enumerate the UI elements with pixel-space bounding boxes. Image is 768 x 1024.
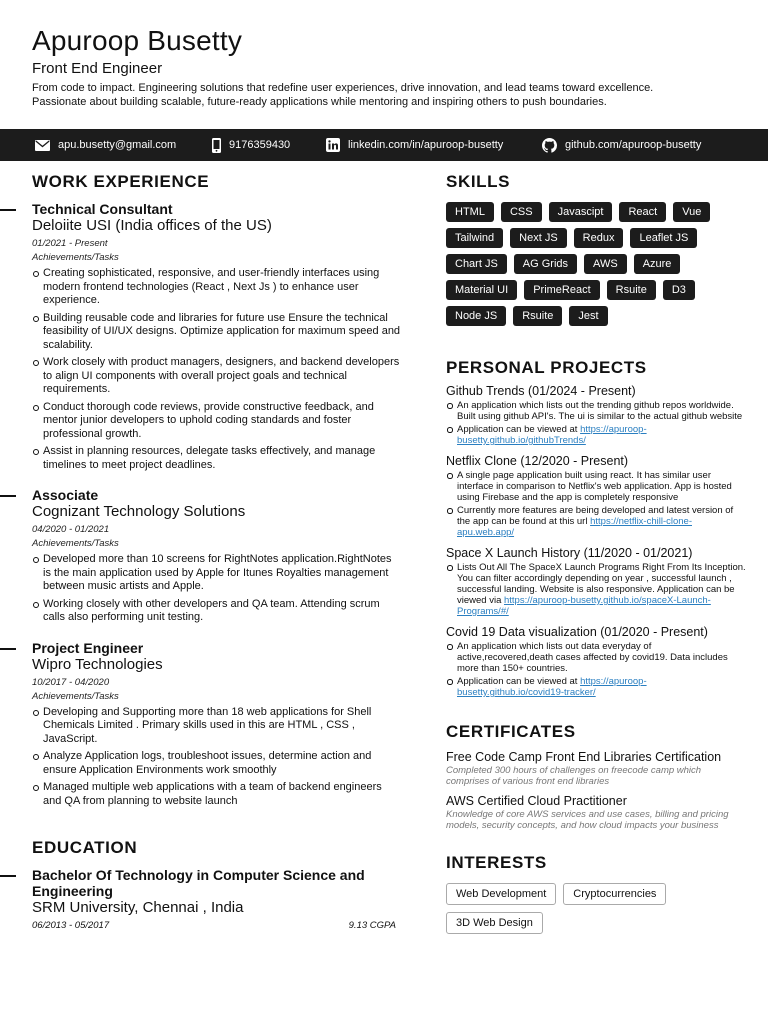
list-item [446,505,746,538]
skill-tag: Chart JS [446,254,507,274]
education-meta [32,920,396,931]
skill-tag: Rsuite [607,280,656,300]
school: SRM University, Chennai , India [32,899,244,916]
project-link[interactable]: https://netflix-chill-clone-apu.web.app/ [457,516,692,538]
project-link[interactable]: https://apuroop-busetty.github.io/covid19-tracker/ [457,676,647,698]
contact-linkedin[interactable] [326,129,503,161]
project-bullets [446,641,746,698]
github-icon [542,138,557,153]
certificate-description: Knowledge of core AWS services and use cases, billing and pricing models, security concepts, and how cloud impacts your business [446,809,729,831]
project-entry [446,384,746,446]
list-item: Conduct thorough code reviews, provide constructive feedback, and mentor junior developers to uphold coding standards and foster professional growth. [32,401,402,442]
job-company: Wipro Technologies [32,655,163,673]
job-dates: 01/2021 - Present [32,238,108,249]
list-item: Working closely with other developers and QA team. Attending scrum calls also performing unit testing. [32,598,402,625]
interests-heading: INTERESTS [446,853,547,872]
certificate-title: AWS Certified Cloud Practitioner [446,794,627,808]
list-item: Creating sophisticated, responsive, and user-friendly interfaces using modern frontend technologies (React , Next Js ) to enhance user experience. [32,267,402,308]
interest-tag: Web Development [446,883,556,905]
list-item: Developed more than 10 screens for RightNotes application.RightNotes is the main application used by Apple for Itunes Royalties management between music artists and Apple. [32,553,402,594]
job-subheading: Achievements/Tasks [32,538,119,549]
linkedin-icon [326,138,340,152]
list-item: Managed multiple web applications with a team of backend engineers and QA from planning to website launch [32,781,402,808]
education-marker [0,875,16,877]
skill-tag: Javascipt [549,202,613,222]
job-marker [0,209,16,211]
skill-tag: Next JS [510,228,567,248]
skills-list [446,202,746,326]
skill-tag: Leaflet JS [630,228,697,248]
list-item: An application which lists out data everyday of active,recovered,death cases affected by covid19. Data includes more than 150+ countries. [446,641,746,674]
mobile-phone-icon [212,138,221,153]
github-text[interactable]: github.com/apuroop-busetty [565,139,702,151]
job-entry [32,201,402,472]
job-marker [0,648,16,650]
list-item: Developing and Supporting more than 18 web applications for Shell Chemicals Limited . Primary skills used in this are HTML , CSS , JavaScript. [32,706,402,747]
job-company: Cognizant Technology Solutions [32,503,246,520]
list-item [446,424,746,446]
personal-projects-heading: PERSONAL PROJECTS [446,358,647,377]
project-link[interactable]: https://apuroop-busetty.github.io/githubTrends/ [457,424,647,446]
list-item: A single page application built using react. It has similar user interface in comparison to Netflix's web application. App is hosted using Firebase and the app is completely responsive [446,470,746,503]
job-entry [32,487,402,625]
job-marker [0,495,16,497]
left-column [32,172,402,931]
skills-heading: SKILLS [446,172,511,191]
interests-list [446,883,746,934]
skill-tag: CSS [501,202,542,222]
project-title: Space X Launch History (11/2020 - 01/2021) [446,546,693,560]
job-dates: 10/2017 - 04/2020 [32,676,110,688]
education-dates: 06/2013 - 05/2017 [32,920,110,931]
skill-tag: Jest [569,306,607,326]
skill-tag: Tailwind [446,228,503,248]
list-item: Work closely with product managers, designers, and backend developers to align UI components with overall project goals and technical requirements. [32,356,402,397]
skill-tag: Redux [574,228,624,248]
skill-tag: Node JS [446,306,506,326]
job-title: Project Engineer [32,639,144,656]
skill-tag: Rsuite [513,306,562,326]
job-title: Technical Consultant [32,201,173,217]
degree: Bachelor Of Technology in Computer Science and Engineering [32,867,365,899]
contact-email[interactable] [35,129,176,161]
job-title: Associate [32,487,99,503]
skill-tag: React [619,202,666,222]
project-link-prefix: Application can be viewed at [457,424,581,435]
skill-tag: PrimeReact [524,280,599,300]
summary-line: Passionate about building scalable, future-ready applications while mentoring and inspiring others to push boundaries. [32,96,607,108]
skill-tag: AG Grids [514,254,577,274]
project-bullets [446,400,746,446]
skill-tag: HTML [446,202,494,222]
candidate-role: Front End Engineer [32,60,163,77]
list-item [446,676,746,698]
skill-tag: D3 [663,280,695,300]
project-entry [446,546,746,617]
job-bullets [32,706,402,809]
project-bullets [446,470,746,538]
list-item: Building reusable code and libraries for future use Ensure the technical feasibility of UI/UX designs. Optimize application for maximum speed and scalability. [32,312,402,353]
list-item: An application which lists out the trending github repos worldwide. Built using github API's. The ui is similar to the actual github website [446,400,746,422]
list-item: Analyze Application logs, troubleshoot issues, determine action and ensure Application Environments work smoothly [32,750,402,777]
skill-tag: Vue [673,202,710,222]
certificate-description: Completed 300 hours of challenges on freecode camp which comprises of various front end libraries [446,765,702,787]
list-item: Assist in planning resources, delegate tasks effectively, and manage timelines to meet project deadlines. [32,445,402,472]
project-link-prefix: Currently more features are being developed and latest version of the app can be found at this url [457,505,734,527]
interest-tag: Cryptocurrencies [563,883,666,905]
envelope-icon [35,140,50,151]
skill-tag: Azure [634,254,681,274]
certificate-title: Free Code Camp Front End Libraries Certification [446,750,722,764]
resume-header [32,26,732,109]
job-bullets [32,553,402,625]
phone-text[interactable]: 9176359430 [229,139,291,151]
work-experience-heading: WORK EXPERIENCE [32,172,210,191]
skill-tag: AWS [584,254,627,274]
job-bullets [32,267,402,472]
certificates-heading: CERTIFICATES [446,722,576,741]
education-entry [32,867,402,931]
education-cgpa: 9.13 CGPA [348,920,396,931]
education-heading: EDUCATION [32,838,138,857]
certificate-entry [446,794,746,831]
job-subheading: Achievements/Tasks [32,252,119,263]
linkedin-text[interactable]: linkedin.com/in/apuroop-busetty [348,139,504,151]
list-item [446,562,746,617]
summary [32,81,732,109]
skill-tag: Material UI [446,280,517,300]
right-column [446,172,746,934]
project-title: Netflix Clone (12/2020 - Present) [446,454,629,468]
project-entry [446,625,746,698]
project-entry [446,454,746,538]
project-description: Lists Out All The SpaceX Launch Programs Right From Its Inception. You can filter accordingly depending on year , successful launch , successful landing. Website is also responsive. Application can be viewed via [457,562,746,606]
project-title: Covid 19 Data visualization (01/2020 - Present) [446,625,708,639]
contact-bar [0,129,768,161]
project-bullets [446,562,746,617]
certificate-entry [446,750,746,787]
job-entry [32,640,402,809]
interest-tag: 3D Web Design [446,912,543,934]
project-link[interactable]: https://apuroop-busetty.github.io/spaceX-Launch-Programs/#/ [457,595,711,617]
contact-phone[interactable] [212,129,290,161]
job-subheading: Achievements/Tasks [32,690,119,702]
project-title: Github Trends (01/2024 - Present) [446,384,636,398]
candidate-name: Apuroop Busetty [32,25,243,56]
summary-line: From code to impact. Engineering solutions that redefine user experiences, drive innovation, and lead teams toward excellence. [32,82,654,94]
email-text[interactable]: apu.busetty@gmail.com [58,139,177,151]
job-dates: 04/2020 - 01/2021 [32,524,110,535]
project-link-prefix: Application can be viewed at [457,676,581,687]
contact-github[interactable] [542,129,701,161]
job-company: Deloiite USI (India offices of the US) [32,217,272,234]
